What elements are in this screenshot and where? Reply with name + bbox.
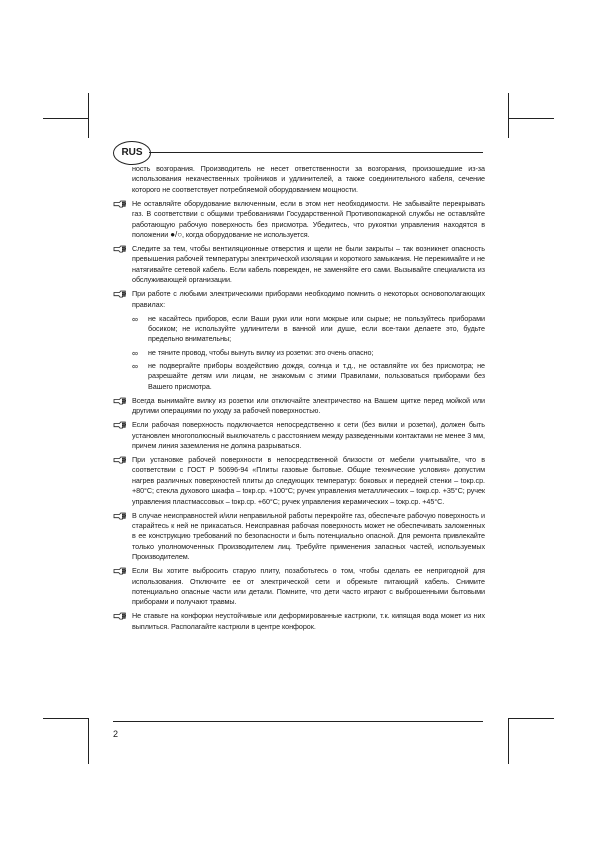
pointing-hand-icon [113,397,127,405]
intro-paragraph [113,164,485,195]
crop-mark-bottom-right-horizontal [508,718,554,719]
paragraph-1-text-end: , когда оборудование не используется. [181,230,310,240]
paragraph-7-text: В случае неисправностей и/или неправильной работы перекройте газ, обеспечьте рабочую поверхность и старайтесь к ней не прикасаться. Неисправная рабочая поверхность может не обеспечивать заложенных в ее конструкцию требований по безопасности и быть потенциально опасной. Для ремонта привлекайте только уполномоченных Производителем лиц. Требуйте применения запасных частей, используемых Производителем. [132,510,485,562]
paragraph-1 [113,199,485,241]
paragraph-8 [113,566,485,608]
infinity-icon: ∞ [132,347,139,358]
footer-rule [113,721,483,722]
paragraph-3 [113,289,485,310]
paragraph-5-text: Если рабочая поверхность подключается непосредственно к сети (без вилки и розетки), должен быть установлен многополюсный выключатель с расстоянием между разведенными контактами не менее 3 мм, причем линия заземления не должна разрываться. [132,420,485,450]
page-content [113,164,485,636]
paragraph-6 [113,455,485,507]
paragraph-1-text: Не оставляйте оборудование включенным, если в этом нет необходимости. Не забывайте перекрывать газ. В соответствии с общими требованиями Государственной Противопожарной службы не оставляйте работающую рабочую поверхность без присмотра. Убедитесь, что рукоятки управления находятся в положении [132,198,485,240]
language-badge: RUS [113,141,151,165]
pointing-hand-icon [113,245,127,253]
paragraph-5 [113,420,485,451]
pointing-hand-icon [113,290,127,298]
sub-item [113,348,485,358]
paragraph-2 [113,244,485,286]
crop-mark-top-left-vertical [88,93,89,138]
header-rule [149,152,483,153]
crop-mark-top-left-horizontal [43,118,89,119]
pointing-hand-icon [113,421,127,429]
pointing-hand-icon [113,456,127,464]
crop-mark-bottom-left-vertical [88,718,89,764]
pointing-hand-icon [113,567,127,575]
paragraph-8-text: Если Вы хотите выбросить старую плиту, позаботьтесь о том, чтобы сделать ее непригодной для использования. Отключите ее от электрической сети и обрежьте питающий кабель. Снимите потенциально опасные части или детали. Помните, что дети часто играют с выброшенными бытовыми приборами и получают травмы. [132,566,485,607]
pointing-hand-icon [113,512,127,520]
knob-position-symbol: ●/○ [170,230,182,240]
paragraph-6-text: При установке рабочей поверхности в непосредственной близости от мебели учитывайте, что в соответствии с ГОСТ Р 50696-94 «Плиты газовые бытовые. Общие технические условия» допустим нагрев различных поверхностей плиты до следующих температур: боковых и передней стенки – tокр.ср. +80°С; стекла духового шкафа – tокр.ср. +100°С; ручек управления металлических – tокр.ср. +35°С; ручек управления пластмассовых – tокр.ср. +60°С; ручек управления керамических – tокр.ср. +45°С. [132,454,485,506]
paragraph-9-text: Не ставьте на конфорки неустойчивые или деформированные кастрюли, т.к. кипящая вода может из них выплиться. Располагайте кастрюли в центре конфорок. [132,611,485,631]
crop-mark-top-right-horizontal [508,118,554,119]
crop-mark-bottom-right-vertical [508,718,509,764]
paragraph-2-text: Следите за тем, чтобы вентиляционные отверстия и щели не были закрыты – так возникнет опасность превышения рабочей температуры электрической изоляции и короткого замыкания. Не пережимайте и не натягивайте сетевой кабель. Если кабель поврежден, не заменяйте его сами. Вызывайте специалиста из обслуживающей организации. [132,244,485,285]
paragraph-9 [113,611,485,632]
page-number: 2 [113,729,119,739]
sub-item-text: не касайтесь приборов, если Ваши руки или ноги мокрые или сырые; не пользуйтесь приборами босиком; не используйте удлинители в ванной или душе, если все-таки делаете это, будьте предельно внимательны; [148,313,485,344]
paragraph-4-text: Всегда вынимайте вилку из розетки или отключайте электричество на Вашем щитке перед мойкой или другими операциями по уходу за рабочей поверхностью. [132,395,485,416]
infinity-icon: ∞ [132,313,139,324]
sub-item-text: не тяните провод, чтобы вынуть вилку из розетки: это очень опасно; [148,347,374,357]
paragraph-7 [113,511,485,563]
paragraph-3-text: При работе с любыми электрическими приборами необходимо помнить о некоторых основополагающих правилах: [132,289,485,309]
crop-mark-bottom-left-horizontal [43,718,89,719]
intro-text: ность возгорания. Производитель не несет ответственности за возгорания, произошедшие из-за использования некачественных тройников и удлинителей, а также соединительного кабеля, сечение которого не соответствует потребляемой оборудованием мощности. [132,164,485,194]
paragraph-4 [113,396,485,417]
sub-item-text: не подвергайте приборы воздействию дождя, солнца и т.д., не оставляйте их без присмотра; не разрешайте детям или лицам, не знакомым с этими Правилами, пользоваться приборами без Вашего присмотра. [148,360,485,391]
pointing-hand-icon [113,200,127,208]
infinity-icon: ∞ [132,360,139,371]
sub-item [113,361,485,392]
crop-mark-top-right-vertical [508,93,509,138]
pointing-hand-icon [113,612,127,620]
sub-item [113,314,485,345]
